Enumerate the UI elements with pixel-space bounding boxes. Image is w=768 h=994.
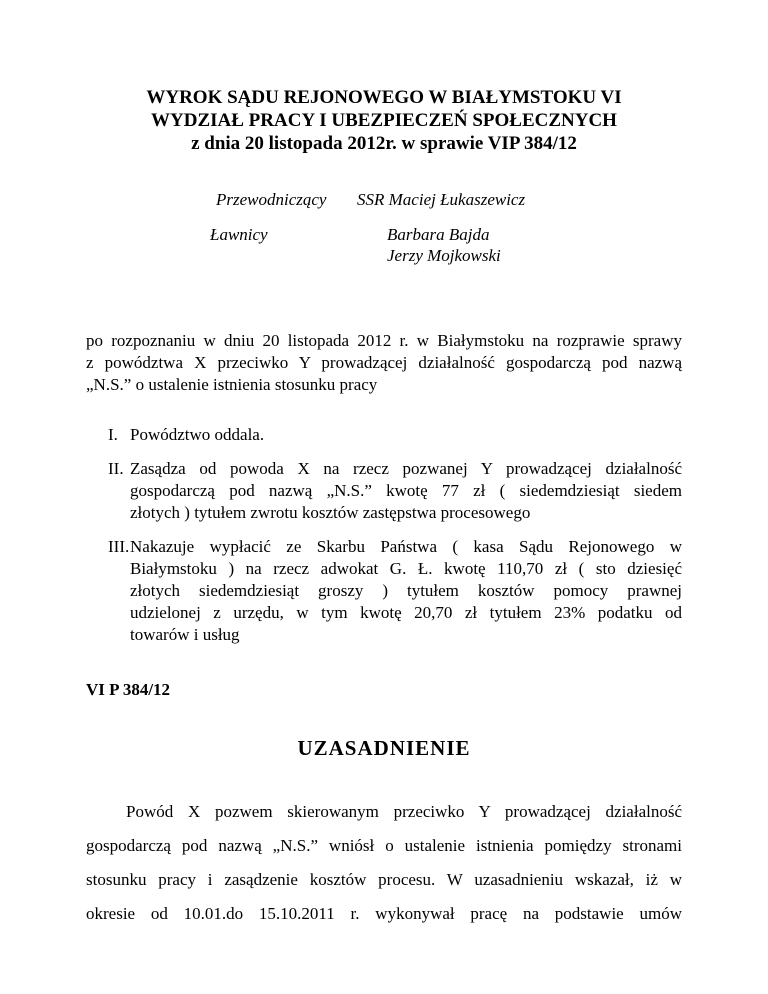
- point-line: złotych ) tytułem zwrotu kosztów zastępstwa procesowego: [130, 503, 531, 522]
- intro-line: po rozpoznaniu w dniu 20 listopada 2012 r. w Białymstoku na rozprawie sprawy: [86, 331, 682, 350]
- lay-judge-2: Jerzy Mojkowski: [387, 246, 501, 265]
- body-line: stosunku pracy i zasądzenie kosztów procesu. W uzasadnieniu wskazał, iż w: [86, 870, 682, 889]
- ruling-point-3: [108, 536, 682, 646]
- justification-heading: UZASADNIENIE: [297, 736, 471, 760]
- ruling-points: [108, 424, 682, 658]
- point-line: Zasądza od powoda X na rzecz pozwanej Y prowadzącej działalność: [130, 459, 682, 478]
- title-line-2: WYDZIAŁ PRACY I UBEZPIECZEŃ SPOŁECZNYCH: [151, 110, 617, 131]
- intro-line: „N.S.” o ustalenie istnienia stosunku pracy: [86, 375, 378, 394]
- point-line: złotych siedemdziesiąt groszy ) tytułem kosztów pomocy prawnej: [130, 581, 682, 600]
- point-line: towarów i usług: [130, 625, 240, 644]
- title-line-3: z dnia 20 listopada 2012r. w sprawie VIP 384/12: [191, 133, 577, 154]
- chair-name: SSR Maciej Łukaszewicz: [357, 190, 526, 209]
- ruling-point-2: [108, 458, 682, 524]
- ruling-point-1: [108, 424, 682, 446]
- point-number: I.: [108, 425, 118, 444]
- case-signature: VI P 384/12: [86, 680, 171, 699]
- body-line: gospodarczą pod nazwą „N.S.” wniósł o ustalenie istnienia pomiędzy stronami: [86, 836, 682, 855]
- point-line: Powództwo oddala.: [130, 425, 265, 444]
- point-line: Białymstoku ) na rzecz adwokat G. Ł. kwotę 110,70 zł ( sto dziesięć: [130, 559, 682, 578]
- justification-paragraph: [86, 795, 682, 931]
- intro-line: z powództwa X przeciwko Y prowadzącej działalność gospodarczą pod nazwą: [86, 353, 682, 372]
- point-number: II.: [108, 459, 124, 478]
- intro-paragraph: [86, 330, 682, 396]
- lay-judges-role: Ławnicy: [210, 225, 268, 244]
- point-line: gospodarczą pod nazwą „N.S.” kwotę 77 zł ( siedemdziesiąt siedem: [130, 481, 682, 500]
- chair-role: Przewodniczący: [216, 190, 327, 209]
- point-line: Nakazuje wypłacić ze Skarbu Państwa ( kasa Sądu Rejonowego w: [130, 537, 682, 556]
- title-line-1: WYROK SĄDU REJONOWEGO W BIAŁYMSTOKU VI: [146, 87, 622, 108]
- point-number: III.: [108, 537, 130, 556]
- point-line: udzielonej z urzędu, w tym kwotę 20,70 zł tytułem 23% podatku od: [130, 603, 682, 622]
- body-line: okresie od 10.01.do 15.10.2011 r. wykonywał pracę na podstawie umów: [86, 904, 682, 923]
- judgment-title: [0, 86, 768, 155]
- body-line: Powód X pozwem skierowanym przeciwko Y prowadzącej działalność: [126, 802, 682, 821]
- lay-judge-1: Barbara Bajda: [387, 225, 490, 244]
